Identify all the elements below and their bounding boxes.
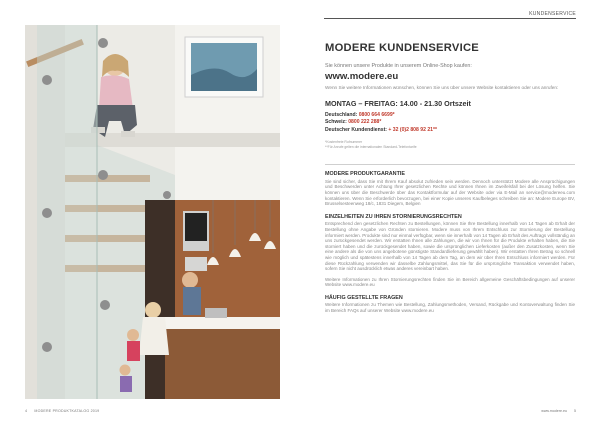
info-text: Wenn Sie weitere Informationen wünschen, können Sie uns über unsere Website kontaktieren oder uns anrufen: — [325, 85, 559, 90]
phone-switzerland — [325, 119, 575, 127]
section-divider — [325, 164, 575, 165]
intro-text: Sie können unsere Produkte in unserem Online-Shop kaufen: — [325, 63, 472, 69]
page-title: MODERE KUNDENSERVICE — [325, 42, 479, 54]
cancellation-body: Entsprechend den gesetzlichen Rechten zu Bestellungen, können Sie Ihre Bestellung innerhalb von 14 Tagen ab Erhalt der Bestellung ohne Angabe von Gründen stornieren. Modere muss von Ihrem Entschluss zur Stornierung der Bestellung informiert werden. Produkte sind nur einmal verfügbar, wenn sie innerhalb von 14 Tagen ab Erhalt des Auftrags vollständig an uns zurückgesendet werden. Wir erstatten Ihnen alle Zahlungen, die wir von Ihnen für die Produkte erhalten haben, die Sie storniert haben und die zurückgesendet haben, sowie die ursprünglichen Lieferkosten (außer den Zusatzkosten, wenn Sie eine andere als die von uns angebotene günstigste Standardlieferung gewählt haben). Wir erstatten Ihren Betrag so schnell wie möglich und spätestens innerhalb von 14 Tagen ab dem Tag, an dem wir über Ihren Entschluss informiert werden. Für diese Rückzahlung verwenden wir dasselbe Zahlungsmittel, das Sie für die ursprüngliche Transaktion verwendet haben, sofern Sie nicht ausdrücklich etwas anderes vereinbart haben. — [325, 221, 575, 272]
phone-germany — [325, 112, 575, 120]
left-page-number: 4 — [25, 409, 28, 413]
family-kitchen-stairs-photo — [25, 25, 280, 399]
content-column — [325, 42, 575, 314]
phone-label: Deutschland: — [325, 111, 358, 118]
guarantee-heading: MODERE PRODUKTGARANTIE — [325, 171, 405, 178]
faq-heading: HÄUFIG GESTELLTE FRAGEN — [325, 294, 403, 301]
left-footer-text: MODERE PRODUKTKATALOG 2019 — [34, 409, 100, 413]
cancellation-extra: Weitere Informationen zu Ihren Stornierungsrechten finden Sie im Bereich allgemeine Geschäftsbedingungen auf unserer Website www.modere.eu — [325, 276, 575, 288]
right-page-footer — [541, 409, 576, 413]
phone-label: Schweiz: — [325, 119, 347, 126]
faq-body: Weitere Informationen zu Themen wie Bestellung, Zahlungsmethoden, Versand, Rückgabe und Kontoverwaltung finden Sie im Bereich FAQs auf unserer Website www.modere.eu — [325, 302, 575, 313]
footnote: **Für Anrufe gelten die internationalen Standard-Telefontarife — [325, 145, 417, 150]
phone-customer-service — [325, 127, 575, 135]
phone-number[interactable]: 0800 664 6699* — [358, 111, 395, 118]
right-page-number: 5 — [574, 409, 576, 413]
opening-hours: MONTAG – FREITAG: 14.00 - 21.30 Ortszeit — [325, 98, 471, 108]
footnote: *Kostenfreie Rufnummer — [325, 140, 363, 145]
phone-number[interactable]: + 32 (0)2 808 92 21** — [388, 126, 437, 133]
left-page-footer — [25, 409, 99, 413]
section-tag: KUNDENSERVICE — [529, 11, 576, 17]
photo-illustration — [25, 25, 280, 399]
phone-label: Deutscher Kundendienst: — [325, 126, 387, 133]
right-page — [300, 0, 600, 425]
guarantee-body: Sie sind sicher, dass Sie mit Ihrem Kauf absolut zufrieden sein werden. Dennoch unterstützt Modere alle Ansprüchigungen und Beschwerden unter Achtung Ihrer gesetzlichen Rechte und können Ihnen im Zweifelsfall bei der Lösung helfen. Sie können uns über die Beschwerde über das Kontaktformular auf der Website oder via E-Mail an service@modereeu.com kontaktieren. Wenn Sie erforderlich bevorzugen, bei einer Kopie unseres Kaufbeleges schreiben Sie an: Modere Europe BV, Brusselsesteenweg 18/c, 1831 Diegem, Belgien — [325, 178, 575, 207]
header-rule — [324, 18, 576, 19]
phone-number[interactable]: 0800 222 288* — [348, 119, 382, 126]
phone-list — [325, 112, 575, 135]
cancellation-heading: EINZELHEITEN ZU IHREN STORNIERUNGSRECHTEN — [325, 213, 462, 220]
website-link[interactable]: www.modere.eu — [325, 71, 399, 82]
right-footer-text: www.modere.eu — [541, 409, 567, 413]
